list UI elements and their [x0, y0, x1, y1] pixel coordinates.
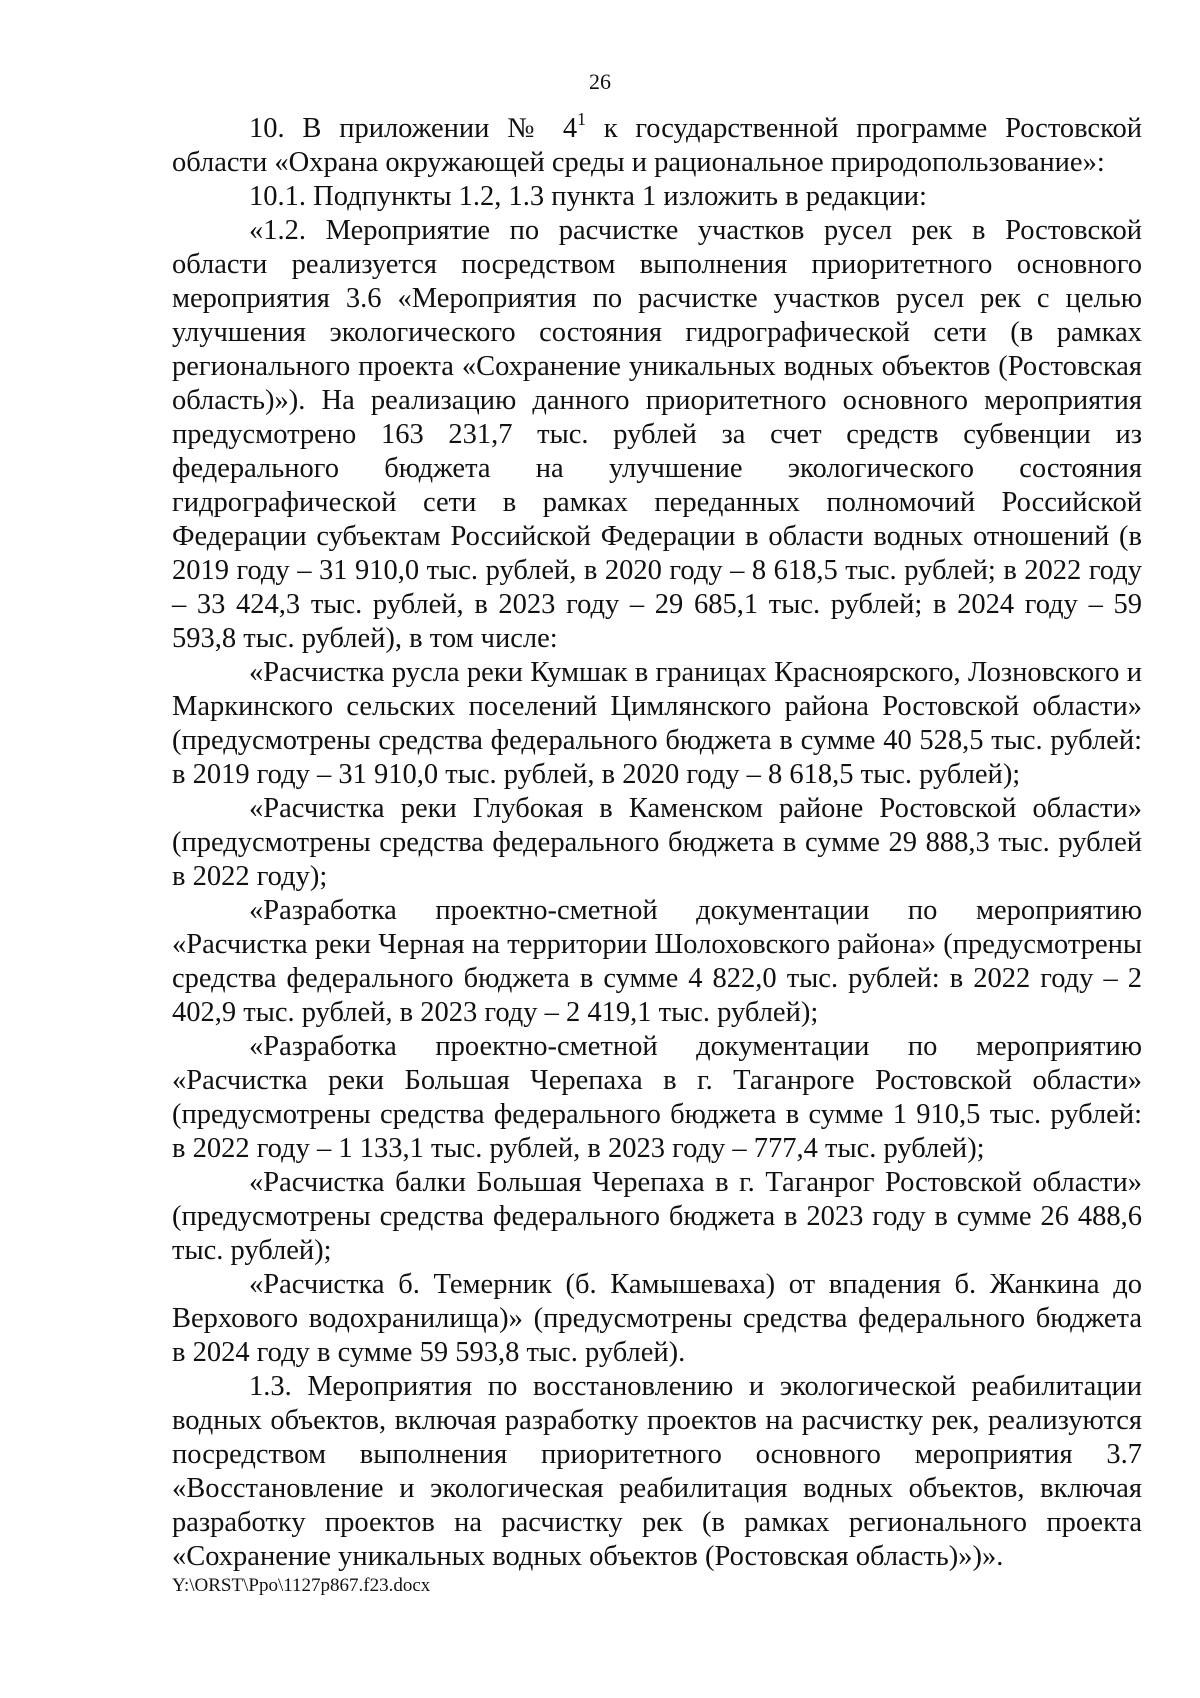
footer-file-path: Y:\ORST\Ppo\1127p867.f23.docx	[172, 1575, 431, 1596]
document-body	[172, 108, 1142, 1574]
paragraph-10-1: 10.1. Подпункты 1.2, 1.3 пункта 1 изложить в редакции:	[249, 181, 927, 212]
item-cherepakha-project: «Разработка проектно-сметной документации по мероприятию «Расчистка реки Большая Черепаха в г. Таганроге Ростовской области» (предусмотрены средства федерального бюджета в сумме 1 910,5 тыс. рублей: в 2022 году – 1 133,1 тыс. рублей, в 2023 году – 777,4 тыс. рублей);	[172, 1031, 1142, 1164]
paragraph-1-2: «1.2. Мероприятие по расчистке участков русел рек в Ростовской области реализуется посредством выполнения приоритетного основного мероприятия 3.6 «Мероприятия по расчистке участков русел рек с целью улучшения экологического состояния гидрографической сети (в рамках регионального проекта «Сохранение уникальных водных объектов (Ростовская область)»). На реализацию данного приоритетного основного мероприятия предусмотрено 163 231,7 тыс. рублей за счет средств субвенции из федерального бюджета на улучшение экологического состояния гидрографической сети в рамках переданных полномочий Российской Федерации субъектам Российской Федерации в области водных отношений (в 2019 году – 31 910,0 тыс. рублей, в 2020 году – 8 618,5 тыс. рублей; в 2022 году – 33 424,3 тыс. рублей, в 2023 году – 29 685,1 тыс. рублей; в 2024 году – 59 593,8 тыс. рублей), в том числе:	[172, 215, 1142, 654]
item-cherepakha-balka: «Расчистка балки Большая Черепаха в г. Таганрог Ростовской области» (предусмотрены средства федерального бюджета в 2023 году в сумме 26 488,6 тыс. рублей);	[172, 1167, 1142, 1266]
paragraph-10	[172, 108, 1142, 180]
item-glubokaya: «Расчистка реки Глубокая в Каменском районе Ростовской области» (предусмотрены средства федерального бюджета в сумме 29 888,3 тыс. рублей в 2022 году);	[172, 793, 1142, 892]
paragraph-1-3: 1.3. Мероприятия по восстановлению и экологической реабилитации водных объектов, включая разработку проектов на расчистку рек, реализуются посредством выполнения приоритетного основного мероприятия 3.7 «Восстановление и экологическая реабилитация водных объектов, включая разработку проектов на расчистку рек (в рамках регионального проекта «Сохранение уникальных водных объектов (Ростовская область)»)».	[172, 1371, 1142, 1572]
page-number: 26	[589, 69, 611, 94]
item-kumshak: «Расчистка русла реки Кумшак в границах Красноярского, Лозновского и Маркинского сельских поселений Цимлянского района Ростовской области» (предусмотрены средства федерального бюджета в сумме 40 528,5 тыс. рублей: в 2019 году – 31 910,0 тыс. рублей, в 2020 году – 8 618,5 тыс. рублей);	[172, 657, 1142, 790]
paragraph-10-text-start: 10. В приложении № 4	[249, 113, 578, 144]
paragraph-10-text-end: к государственной программе Ростовской области «Охрана окружающей среды и рациональное природопользование»:	[172, 113, 1142, 178]
item-chernaya: «Разработка проектно-сметной документации по мероприятию «Расчистка реки Черная на территории Шолоховского района» (предусмотрены средства федерального бюджета в сумме 4 822,0 тыс. рублей: в 2022 году – 2 402,9 тыс. рублей, в 2023 году – 2 419,1 тыс. рублей);	[172, 895, 1142, 1028]
appendix-superscript: 1	[577, 108, 586, 129]
item-temernik: «Расчистка б. Темерник (б. Камышеваха) от впадения б. Жанкина до Верхового водохранилища)» (предусмотрены средства федерального бюджета в 2024 году в сумме 59 593,8 тыс. рублей).	[172, 1269, 1142, 1368]
